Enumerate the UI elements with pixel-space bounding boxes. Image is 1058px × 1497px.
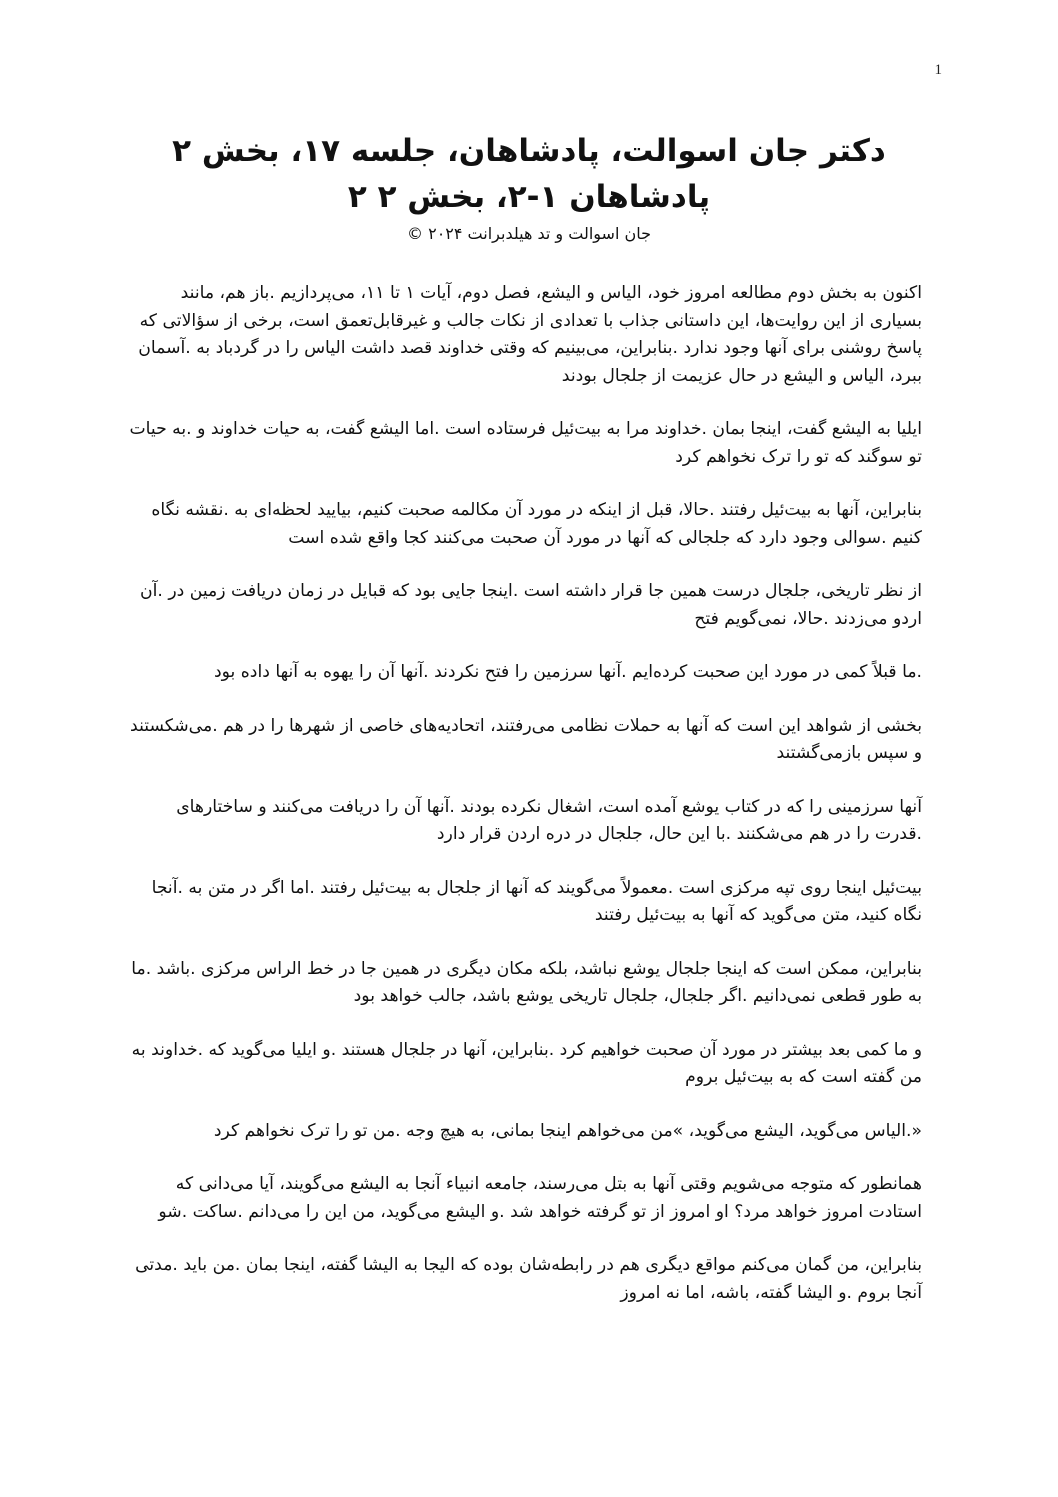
paragraph: بخشی از شواهد این است که آنها به حملات نظامی می‌رفتند، اتحادیه‌های خاصی از شهرها را در هم .می‌شکستند و سپس بازمی‌گشتند bbox=[130, 715, 922, 763]
paragraph: همانطور که متوجه می‌شویم وقتی آنها به بتل می‌رسند، جامعه انبیاء آنجا به الیشع می‌گویند، آیا می‌دانی که استادت امروز خواهد مرد؟ او امروز از تو گرفته خواهد شد .و الیشع می‌گوید، من این را می‌دانم .ساکت .شو bbox=[158, 1174, 922, 1222]
paragraph: بنابراین، ممکن است که اینجا جلجال یوشع نباشد، بلکه مکان دیگری در همین جا در خط الراس مرکزی .باشد .ما به طور قطعی نمی‌دانیم .اگر جلجال، جلجال تاریخی یوشع باشد، جالب خواهد بود bbox=[131, 958, 922, 1006]
document-header bbox=[100, 128, 958, 246]
document-body bbox=[128, 280, 922, 1333]
paragraph: از نظر تاریخی، جلجال درست همین جا قرار داشته است .اینجا جایی بود که قبایل در زمان دریافت زمین در .آن اردو می‌زدند .حالا، نمی‌گویم فتح bbox=[140, 581, 922, 629]
paragraph: بیت‌ئیل اینجا روی تپه مرکزی است .معمولاً می‌گویند که آنها از جلجال به بیت‌ئیل رفتند .اما اگر در متن به .آنجا نگاه کنید، متن می‌گوید که آنها به بیت‌ئیل رفتند bbox=[151, 877, 922, 925]
paragraph: .ما قبلاً کمی در مورد این صحبت کرده‌ایم .آنها سرزمین را فتح نکردند .آنها آن را یهوه به آنها داده بود bbox=[214, 662, 922, 682]
paragraph: و ما کمی بعد بیشتر در مورد آن صحبت خواهیم کرد .بنابراین، آنها در جلجال هستند .و ایلیا می‌گوید که .خداوند به من گفته است که به بیت‌ئیل بروم bbox=[131, 1039, 922, 1087]
page-number: 1 bbox=[934, 62, 942, 78]
paragraph: آنها سرزمینی را که در کتاب یوشع آمده است، اشغال نکرده بودند .آنها آن را دریافت می‌کنند و ساختارهای .قدرت را در هم می‌شکنند .با این حال، جلجال در دره اردن قرار دارد bbox=[176, 796, 922, 844]
document-title-line-1: دکتر جان اسوالت، پادشاهان، جلسه ۱۷، بخش ۲ bbox=[172, 133, 886, 169]
document-title-line-2: پادشاهان ۱-۲، بخش ۲ ۲ bbox=[347, 179, 711, 215]
paragraph: بنابراین، من گمان می‌کنم مواقع دیگری هم در رابطه‌شان بوده که الیجا به الیشا گفته، اینجا بمان .من باید .مدتی آنجا بروم .و الیشا گفته، باشه، اما نه امروز bbox=[135, 1255, 922, 1303]
paragraph: اکنون به بخش دوم مطالعه امروز خود، الیاس و الیشع، فصل دوم، آیات ۱ تا ۱۱، می‌پردازیم .باز هم، مانند بسیاری از این روایت‌ها، این داستانی جذاب با تعدادی از نکات جالب و غیرقابل‌تعمق است، برخی از سؤالاتی که پاسخ روشنی برای آنها وجود ندارد .بنابراین، می‌بینیم که وقتی خداوند قصد داشت الیاس را در گردباد به .آسمان ببرد، الیاس و الیشع در حال عزیمت از جلجال بودند bbox=[138, 283, 922, 386]
paragraph: «.الیاس می‌گوید، الیشع می‌گوید، »من می‌خواهم اینجا بمانی، به هیچ وجه .من تو را ترک نخواهم کرد bbox=[213, 1120, 922, 1141]
copyright-notice: جان اسوالت و تد هیلدبرانت ۲۰۲۴ © bbox=[407, 224, 651, 243]
paragraph: بنابراین، آنها به بیت‌ئیل رفتند .حالا، قبل از اینکه در مورد آن مکالمه صحبت کنیم، بیایید لحظه‌ای به .نقشه نگاه کنیم .سوالی وجود دارد که جلجالی که آنها در مورد آن صحبت می‌کنند کجا واقع شده است bbox=[151, 500, 922, 548]
paragraph: ایلیا به الیشع گفت، اینجا بمان .خداوند مرا به بیت‌ئیل فرستاده است .اما الیشع گفت، به حیات خداوند و .به حیات تو سوگند که تو را ترک نخواهم کرد bbox=[129, 419, 922, 467]
